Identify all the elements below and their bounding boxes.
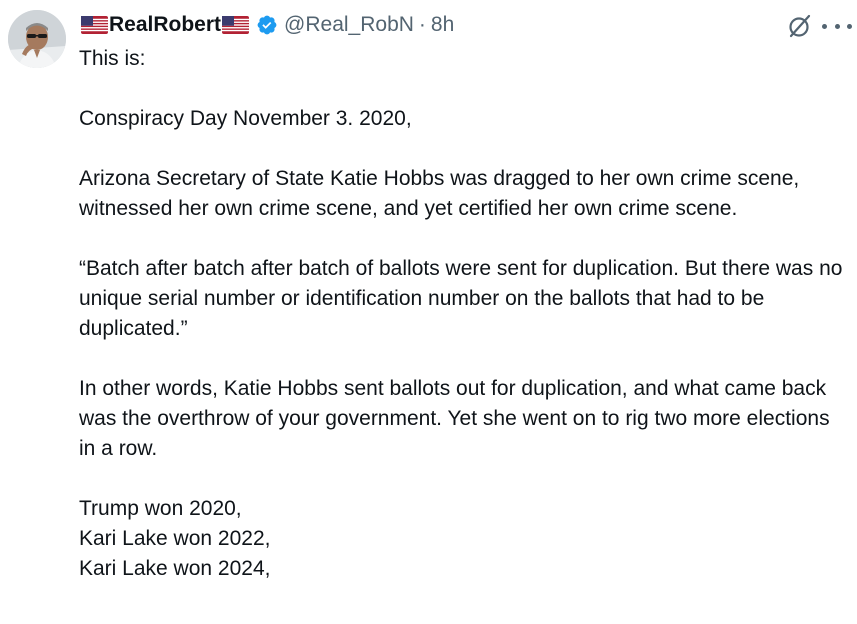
avatar[interactable] (8, 10, 66, 68)
tweet-header (80, 10, 454, 40)
more-options-icon[interactable] (822, 14, 852, 38)
tweet-paragraph: In other words, Katie Hobbs sent ballots out for duplication, and what came back was the overthrow of your government. Yet she went on to rig two more elections in a row. (79, 377, 830, 460)
author-handle[interactable]: @Real_RobN (284, 13, 414, 36)
tweet-timestamp[interactable]: 8h (430, 13, 455, 36)
dot-icon (835, 24, 840, 29)
grok-icon[interactable] (787, 13, 813, 39)
tweet-paragraph: Conspiracy Day November 3. 2020, (79, 107, 412, 130)
verified-badge-icon[interactable] (256, 14, 278, 36)
separator-dot: · (418, 13, 426, 36)
us-flag-icon (222, 16, 249, 34)
tweet-paragraph: This is: (79, 47, 146, 70)
tweet-paragraph: Trump won 2020, Kari Lake won 2022, Kari Lake won 2024, (79, 497, 271, 580)
dot-icon (847, 24, 852, 29)
dot-icon (822, 24, 827, 29)
tweet-paragraph: Arizona Secretary of State Katie Hobbs was dragged to her own crime scene, witnessed her own crime scene, and yet certified her own crime scene. (79, 167, 800, 220)
us-flag-icon (81, 16, 108, 34)
author-display-name[interactable] (80, 10, 250, 40)
tweet-paragraph: “Batch after batch after batch of ballots were sent for duplication. But there was no unique serial number or identification number on the ballots that had to be duplicated.” (79, 257, 843, 340)
tweet-text (79, 44, 849, 584)
author-name-text[interactable]: RealRobert (109, 13, 222, 36)
